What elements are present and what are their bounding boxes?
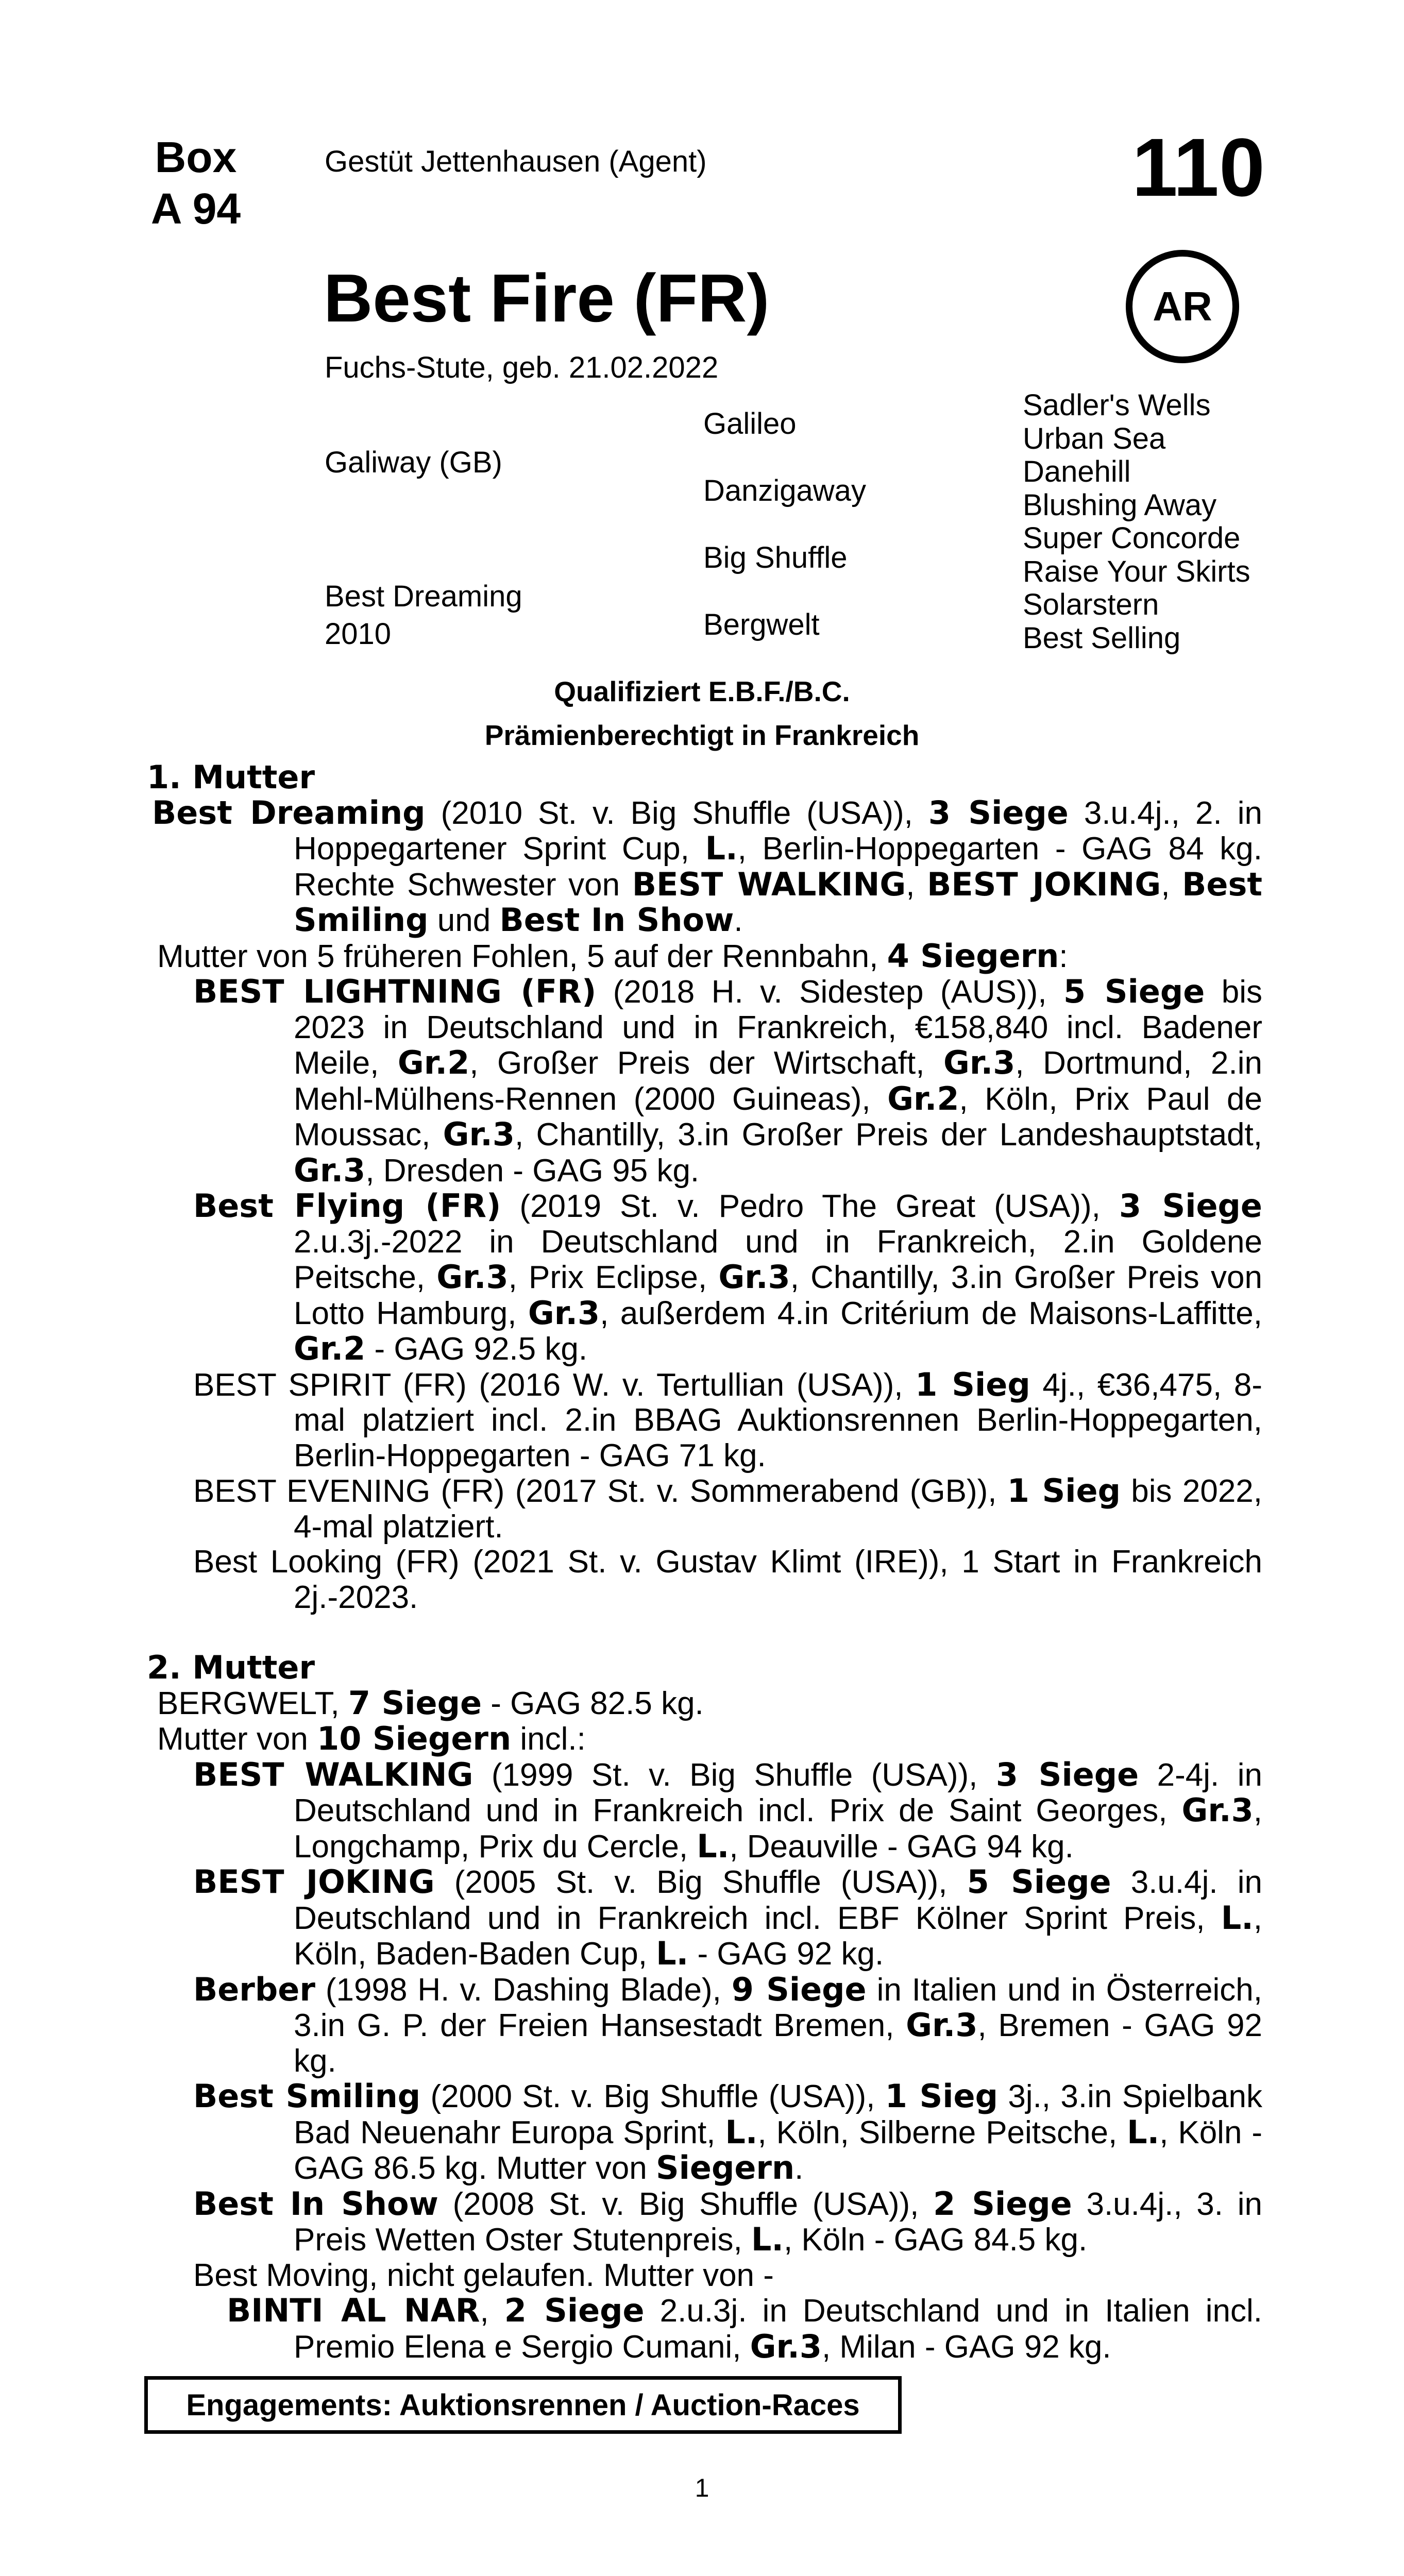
progeny-entry: BEST JOKING (2005 St. v. Big Shuffle (USA)), 5 Siege 3.u.4j. in Deutschland und in Frankreich incl. EBF Kölner Sprint Preis, L., Köln, Baden-Baden Cup, L. - GAG 92 kg. <box>193 1863 1262 1972</box>
pedigree-gen2-item: Galileo <box>703 407 797 440</box>
progeny-entry: Best Looking (FR) (2021 St. v. Gustav Klimt (IRE)), 1 Start in Frankreich 2j.-2023. <box>193 1544 1262 1615</box>
dam-summary: Mutter von 5 früheren Fohlen, 5 auf der Rennbahn, 4 Siegern: <box>157 937 1068 975</box>
ar-badge <box>1126 250 1239 363</box>
box-label <box>129 131 263 234</box>
progeny-entry: Best In Show (2008 St. v. Big Shuffle (USA)), 2 Siege 3.u.4j., 3. in Preis Wetten Oster Stutenpreis, L., Köln - GAG 84.5 kg. <box>193 2184 1262 2258</box>
progeny-entry: Best Smiling (2000 St. v. Big Shuffle (USA)), 1 Sieg 3j., 3.in Spielbank Bad Neuenahr Europa Sprint, L., Köln, Silberne Peitsche, L., Köln - GAG 86.5 kg. Mutter von Siegern. <box>193 2077 1263 2187</box>
premium-line: Prämienberechtigt in Frankreich <box>484 719 920 751</box>
qualification-line: Qualifiziert E.B.F./B.C. <box>554 675 850 707</box>
progeny-entry: Berber (1998 H. v. Dashing Blade), 9 Siege in Italien und in Österreich, 3.in G. P. der Freien Hansestadt Bremen, Gr.3, Bremen - GAG 92 kg. <box>193 1970 1262 2079</box>
grandchild-entry: BINTI AL NAR, 2 Siege 2.u.3j. in Deutschland und in Italien incl. Premio Elena e Sergio Cumani, Gr.3, Milan - GAG 92 kg. <box>227 2292 1262 2365</box>
lot-number: 110 <box>1131 121 1265 213</box>
box-label-line2: A 94 <box>150 184 241 233</box>
progeny-entry: Best Moving, nicht gelaufen. Mutter von - <box>193 2257 774 2293</box>
pedigree-gen2-item: Big Shuffle <box>703 541 848 574</box>
section-heading: 2. Mutter <box>147 1649 315 1686</box>
dam-paragraph: Best Dreaming (2010 St. v. Big Shuffle (USA)), 3 Siege 3.u.4j., 2. in Hoppegartener Sprint Cup, L., Berlin-Hoppegarten - GAG 84 kg. Rechte Schwester von BEST WALKING, BEST JOKING, Best Smiling und Best In Show. <box>152 793 1263 939</box>
pedigree-dam: Best Dreaming <box>325 580 522 613</box>
progeny-entry: Best Flying (FR) (2019 St. v. Pedro The Great (USA)), 3 Siege 2.u.3j.-2022 in Deutschland und in Frankreich, 2.in Goldene Peitsche, Gr.3, Prix Eclipse, Gr.3, Chantilly, 3.in Großer Preis von Lotto Hamburg, Gr.3, außerdem 4.in Critérium de Maisons-Laffitte, Gr.2 - GAG 92.5 kg. <box>193 1187 1263 1367</box>
second-dam-intro: BERGWELT, 7 Siege - GAG 82.5 kg. <box>157 1684 704 1722</box>
pedigree-gen3-item: Sadler's Wells <box>1023 388 1211 422</box>
pedigree-gen2-item: Bergwelt <box>703 608 820 641</box>
pedigree-gen3-item: Urban Sea <box>1023 421 1166 455</box>
page-number: 1 <box>695 2473 709 2502</box>
pedigree-dam-year: 2010 <box>325 617 392 651</box>
progeny-entry: BEST EVENING (FR) (2017 St. v. Sommerabend (GB)), 1 Sieg bis 2022, 4-mal platziert. <box>193 1472 1263 1545</box>
pedigree-gen3-item: Danehill <box>1023 455 1131 488</box>
pedigree-gen3-item: Super Concorde <box>1023 521 1241 555</box>
ar-badge-text: AR <box>1153 283 1212 329</box>
pedigree-gen3-item: Solarstern <box>1023 588 1159 621</box>
progeny-entry: BEST LIGHTNING (FR) (2018 H. v. Sidestep (AUS)), 5 Siege bis 2023 in Deutschland und in Frankreich, €158,840 incl. Badener Meile, Gr.2, Großer Preis der Wirtschaft, Gr.3, Dortmund, 2.in Mehl-Mülhens-Rennen (2000 Guineas), Gr.2, Köln, Prix Paul de Moussac, Gr.3, Chantilly, 3.in Großer Preis der Landeshauptstadt, Gr.3, Dresden - GAG 95 kg. <box>193 973 1262 1189</box>
pedigree-gen3 <box>1023 389 1250 655</box>
section-heading: 1. Mutter <box>147 758 315 796</box>
pedigree-sire: Galiway (GB) <box>325 446 502 479</box>
pedigree-gen2-item: Danzigaway <box>703 474 866 507</box>
engagements-text: Engagements: Auktionsrennen / Auction-Races <box>186 2388 860 2422</box>
progeny-entry: BEST SPIRIT (FR) (2016 W. v. Tertullian (USA)), 1 Sieg 4j., €36,475, 8-mal platziert incl. 2.in BBAG Auktionsrennen Berlin-Hoppegarten, Berlin-Hoppegarten - GAG 71 kg. <box>193 1365 1263 1473</box>
agent-name: Gestüt Jettenhausen (Agent) <box>325 145 707 178</box>
section-gap <box>147 1615 1262 1650</box>
engagements-box <box>144 2376 902 2434</box>
second-dam-summary: Mutter von 10 Siegern incl.: <box>157 1720 586 1757</box>
pedigree-gen3-item: Best Selling <box>1023 621 1181 655</box>
pedigree-gen3-item: Raise Your Skirts <box>1023 554 1250 588</box>
box-label-line1: Box <box>155 133 237 181</box>
horse-name: Best Fire (FR) <box>324 260 770 336</box>
pedigree-gen3-item: Blushing Away <box>1023 488 1217 522</box>
horse-description: Fuchs-Stute, geb. 21.02.2022 <box>325 351 719 384</box>
dam-name: Best Dreaming <box>152 793 426 832</box>
progeny-entry: BEST WALKING (1999 St. v. Big Shuffle (USA)), 3 Siege 2-4j. in Deutschland und in Frankreich incl. Prix de Saint Georges, Gr.3, Longchamp, Prix du Cercle, L., Deauville - GAG 94 kg. <box>193 1755 1262 1865</box>
catalogue-body <box>147 760 1262 2365</box>
